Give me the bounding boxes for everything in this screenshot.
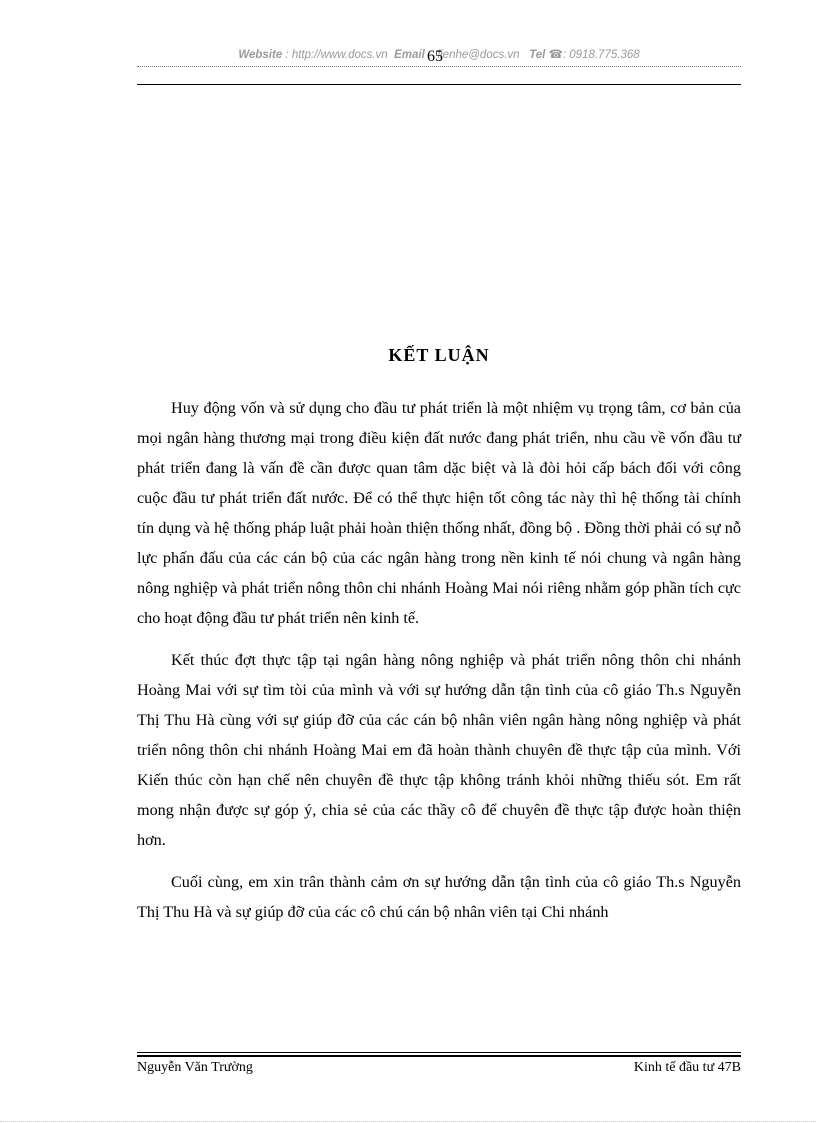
website-label: Website bbox=[238, 49, 283, 61]
footer-class: Kinh tế đầu tư 47B bbox=[633, 1060, 741, 1075]
email-value: lienhe@docs.vn bbox=[437, 49, 520, 61]
phone-icon: ☎ bbox=[548, 49, 563, 61]
website-url: http://www.docs.vn bbox=[291, 49, 388, 61]
website-separator: : bbox=[282, 49, 292, 61]
page-number: 65 bbox=[427, 48, 443, 65]
paragraph-1: Huy động vốn và sử dụng cho đầu tư phát triển là một nhiệm vụ trọng tâm, cơ bản của mọi ngân hàng thương mại trong điều kiện đất nước đang phát triển, nhu cầu về vốn đầu tư phát triển đang là vấn đề cần được quan tâm dặc biệt và là đòi hỏi cấp bách đối với công cuộc đầu tư phát triển đất nước. Để có thể thực hiện tốt công tác này thì hệ thống tài chính tín dụng và hệ thống pháp luật phải hoàn thiện thống nhất, đồng bộ . Đồng thời phải có sự nỗ lực phấn đấu của các cán bộ của các ngân hàng trong nền kinh tế nói chung và ngân hàng nông nghiệp và phát triển nông thôn chi nhánh Hoàng Mai nói riêng nhằm góp phần tích cực cho hoạt động đầu tư phát triển nên kinh tế. bbox=[137, 399, 741, 627]
document-body bbox=[137, 393, 741, 939]
tel-value: : 0918.775.368 bbox=[562, 49, 640, 61]
tel-label: Tel bbox=[529, 49, 546, 61]
paragraph-2: Kết thúc đợt thực tập tại ngân hàng nông nghiệp và phát triển nông thôn chi nhánh Hoàng Mai với sự tìm tòi của mình và với sự hướng dẫn tận tình của cô giáo Th.s Nguyễn Thị Thu Hà cùng với sự giúp đỡ của các cán bộ nhân viên ngân hàng nông nghiệp và phát triển nông thôn chi nhánh Hoàng Mai em đã hoàn thành chuyên đề thực tập của mình. Với Kiến thúc còn hạn chế nên chuyên đề thực tập không tránh khỏi những thiếu sót. Em rất mong nhận được sự góp ý, chia sẻ của các thầy cô để chuyên đề thực tập được hoàn thiện hơn. bbox=[137, 651, 741, 849]
header-solid-rule bbox=[137, 84, 741, 85]
footer-thick-rule bbox=[137, 1055, 741, 1057]
page-bottom-dotted-edge bbox=[0, 1121, 816, 1122]
footer-author: Nguyễn Văn Trường bbox=[137, 1060, 253, 1075]
footer-thin-rule bbox=[137, 1052, 741, 1053]
email-label: Email bbox=[394, 49, 425, 61]
paragraph-3: Cuối cùng, em xin trân thành cảm ơn sự hướng dẫn tận tình của cô giáo Th.s Nguyễn Thị Thu Hà và sự giúp đỡ của các cô chú cán bộ nhân viên tại Chi nhánh bbox=[137, 873, 741, 921]
document-title: KẾT LUẬN bbox=[388, 345, 490, 365]
header-dotted-rule bbox=[137, 66, 741, 67]
